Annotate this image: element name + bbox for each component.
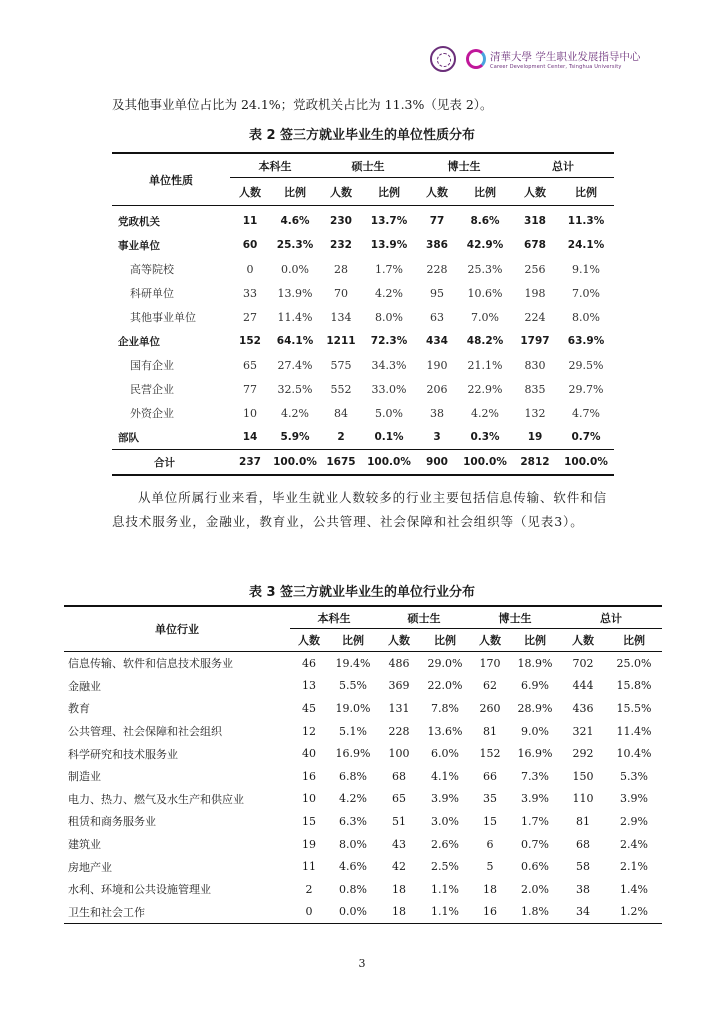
table3-row [64, 878, 662, 901]
table3-col-label: 单位行业 [64, 606, 290, 652]
ratio-cell: 3.9% [431, 792, 459, 806]
ratio-cell: 4.2% [375, 286, 403, 300]
count-cell: 835 [524, 382, 546, 396]
count-cell: 65 [243, 358, 257, 372]
table2-group-header: 总计 [512, 153, 614, 178]
ratio-cell: 28.9% [517, 701, 553, 715]
ratio-cell: 22.0% [427, 679, 463, 693]
count-cell: 38 [576, 882, 590, 896]
count-cell: 190 [426, 358, 448, 372]
table2-body [112, 206, 614, 476]
ratio-cell: 63.9% [567, 335, 605, 347]
table2-row [112, 425, 614, 450]
count-cell: 260 [479, 701, 501, 715]
count-cell: 11 [242, 215, 258, 227]
count-cell: 33 [243, 286, 257, 300]
table2-sub-header: 比例 [558, 178, 614, 206]
ratio-cell: 8.0% [375, 310, 403, 324]
ratio-cell: 0.1% [374, 431, 404, 443]
row-label: 金融业 [68, 679, 101, 693]
ratio-cell: 9.0% [521, 724, 549, 738]
page-number: 3 [358, 957, 366, 970]
table3-row [64, 901, 662, 924]
count-cell: 70 [334, 286, 348, 300]
ratio-cell: 6.3% [339, 814, 367, 828]
count-cell: 16 [483, 905, 497, 919]
table2-row [112, 206, 614, 234]
table2-row [112, 450, 614, 476]
table3-row [64, 765, 662, 788]
table3-row [64, 810, 662, 833]
table2-sub-header: 比例 [270, 178, 320, 206]
ratio-cell: 1.7% [375, 262, 403, 276]
row-label: 国有企业 [130, 359, 174, 372]
count-cell: 68 [576, 837, 590, 851]
count-cell: 6 [486, 837, 494, 851]
count-cell: 16 [302, 769, 316, 783]
table2-row [112, 233, 614, 257]
ratio-cell: 29.5% [568, 358, 604, 372]
table3-sub-header: 比例 [328, 629, 378, 652]
count-cell: 369 [388, 679, 410, 693]
ratio-cell: 13.9% [277, 286, 313, 300]
ratio-cell: 5.9% [280, 431, 310, 443]
table2-sub-header: 比例 [458, 178, 512, 206]
count-cell: 230 [330, 215, 352, 227]
row-label: 电力、热力、燃气及水生产和供应业 [68, 792, 244, 806]
count-cell: 318 [524, 215, 546, 227]
count-cell: 100 [388, 747, 410, 761]
table3-row [64, 652, 662, 675]
count-cell: 43 [392, 837, 406, 851]
count-cell: 444 [572, 679, 594, 693]
count-cell: 35 [483, 792, 497, 806]
count-cell: 152 [239, 335, 261, 347]
table2-unit-nature [112, 152, 614, 476]
count-cell: 15 [302, 814, 316, 828]
ratio-cell: 2.0% [521, 882, 549, 896]
ratio-cell: 1.1% [431, 882, 459, 896]
ratio-cell: 19.0% [335, 701, 371, 715]
count-cell: 232 [330, 239, 352, 251]
count-cell: 702 [572, 656, 594, 670]
paragraph-industry: 从单位所属行业来看，毕业生就业人数较多的行业主要包括信息传输、软件和信息技术服务业，金融业，教育业，公共管理、社会保障和社会组织等（见表3）。 [112, 490, 608, 529]
ratio-cell: 2.5% [431, 860, 459, 874]
row-label: 科研单位 [130, 287, 174, 300]
table3-sub-header: 比例 [420, 629, 470, 652]
count-cell: 65 [392, 792, 406, 806]
row-label: 信息传输、软件和信息技术服务业 [68, 657, 233, 671]
table2-group-header: 硕士生 [320, 153, 416, 178]
ratio-cell: 13.7% [370, 215, 408, 227]
table2-caption: 表 2 签三方就业毕业生的单位性质分布 [248, 128, 476, 143]
ratio-cell: 48.2% [466, 335, 504, 347]
ratio-cell: 4.2% [339, 792, 367, 806]
ratio-cell: 3.0% [431, 814, 459, 828]
count-cell: 900 [416, 450, 458, 476]
count-cell: 34 [576, 905, 590, 919]
row-label: 部队 [118, 431, 139, 444]
count-cell: 386 [426, 239, 448, 251]
ratio-cell: 2.4% [620, 837, 648, 851]
count-cell: 18 [483, 882, 497, 896]
table3-group-header: 硕士生 [378, 606, 470, 629]
count-cell: 152 [479, 747, 501, 761]
ratio-cell: 6.0% [431, 747, 459, 761]
row-label: 公共管理、社会保障和社会组织 [68, 725, 222, 739]
ratio-cell: 25.0% [616, 656, 652, 670]
count-cell: 28 [334, 262, 348, 276]
ratio-cell: 4.2% [281, 406, 309, 420]
ratio-cell: 27.4% [277, 358, 313, 372]
row-label: 事业单位 [118, 239, 160, 252]
ratio-cell: 32.5% [277, 382, 313, 396]
table3-row [64, 855, 662, 878]
count-cell: 150 [572, 769, 594, 783]
count-cell: 486 [388, 656, 410, 670]
ratio-cell: 11.4% [277, 310, 313, 324]
ratio-cell: 42.9% [466, 239, 504, 251]
ratio-cell: 8.6% [470, 215, 500, 227]
ratio-cell: 16.9% [517, 747, 553, 761]
table2-sub-header: 人数 [512, 178, 558, 206]
row-label: 教育 [68, 702, 90, 716]
ratio-cell: 15.8% [616, 679, 652, 693]
ratio-cell: 0.7% [521, 837, 549, 851]
ratio-cell: 25.3% [276, 239, 314, 251]
table3-sub-header: 人数 [560, 629, 606, 652]
count-cell: 12 [302, 724, 316, 738]
count-cell: 0 [305, 905, 313, 919]
count-cell: 256 [524, 262, 546, 276]
table3-row [64, 675, 662, 698]
table2-row [112, 305, 614, 329]
ratio-cell: 3.9% [521, 792, 549, 806]
count-cell: 206 [426, 382, 448, 396]
row-label: 水利、环境和公共设施管理业 [68, 883, 211, 897]
count-cell: 15 [483, 814, 497, 828]
table3-row [64, 742, 662, 765]
count-cell: 1211 [326, 335, 356, 347]
count-cell: 18 [392, 905, 406, 919]
row-label: 民营企业 [130, 383, 174, 396]
table3-sub-header: 比例 [510, 629, 560, 652]
ratio-cell: 5.5% [339, 679, 367, 693]
count-cell: 19 [302, 837, 316, 851]
table2-row [112, 329, 614, 353]
count-cell: 436 [572, 701, 594, 715]
ratio-cell: 21.1% [467, 358, 503, 372]
count-cell: 228 [426, 262, 448, 276]
org-name: 清華大學 学生职业发展指导中心 [490, 51, 641, 63]
ratio-cell: 0.7% [571, 431, 601, 443]
count-cell: 63 [430, 310, 444, 324]
table3-group-header: 总计 [560, 606, 662, 629]
ratio-cell: 8.0% [339, 837, 367, 851]
ratio-cell: 29.7% [568, 382, 604, 396]
count-cell: 62 [483, 679, 497, 693]
row-label: 其他事业单位 [130, 311, 196, 324]
table2-row [112, 257, 614, 281]
table3-caption: 表 3 签三方就业毕业生的单位行业分布 [248, 585, 476, 600]
count-cell: 134 [330, 310, 352, 324]
ratio-cell: 34.3% [371, 358, 407, 372]
ratio-cell: 0.8% [339, 882, 367, 896]
table2-sub-header: 人数 [230, 178, 270, 206]
count-cell: 14 [242, 431, 258, 443]
ratio-cell: 100.0% [458, 450, 512, 476]
ratio-cell: 1.8% [521, 905, 549, 919]
ratio-cell: 64.1% [276, 335, 314, 347]
count-cell: 77 [429, 215, 445, 227]
table2-sub-header: 比例 [362, 178, 416, 206]
ratio-cell: 1.2% [620, 905, 648, 919]
ratio-cell: 100.0% [558, 450, 614, 476]
career-center-logo-icon [466, 49, 486, 69]
count-cell: 58 [576, 860, 590, 874]
ratio-cell: 25.3% [467, 262, 503, 276]
ratio-cell: 16.9% [335, 747, 371, 761]
table3-sub-header: 人数 [290, 629, 328, 652]
ratio-cell: 7.3% [521, 769, 549, 783]
ratio-cell: 24.1% [567, 239, 605, 251]
count-cell: 552 [330, 382, 352, 396]
ratio-cell: 4.6% [280, 215, 310, 227]
table3-row [64, 788, 662, 811]
count-cell: 27 [243, 310, 257, 324]
ratio-cell: 5.1% [339, 724, 367, 738]
table2-row [112, 377, 614, 401]
count-cell: 38 [430, 406, 444, 420]
count-cell: 10 [243, 406, 257, 420]
ratio-cell: 7.8% [431, 701, 459, 715]
row-label: 房地产业 [68, 860, 112, 874]
ratio-cell: 13.6% [427, 724, 463, 738]
ratio-cell: 2.9% [620, 814, 648, 828]
table3-row [64, 720, 662, 743]
row-label: 党政机关 [118, 215, 160, 228]
ratio-cell: 72.3% [370, 335, 408, 347]
paragraph-intro: 及其他事业单位占比为 24.1%；党政机关占比为 11.3%（见表 2）。 [112, 97, 493, 112]
table2-sub-header: 人数 [320, 178, 362, 206]
count-cell: 2 [305, 882, 313, 896]
count-cell: 40 [302, 747, 316, 761]
table2-row [112, 353, 614, 377]
ratio-cell: 11.4% [616, 724, 652, 738]
count-cell: 3 [433, 431, 441, 443]
university-seal-icon [430, 46, 456, 72]
table2-group-header: 博士生 [416, 153, 512, 178]
ratio-cell: 18.9% [517, 656, 553, 670]
count-cell: 1797 [520, 335, 550, 347]
ratio-cell: 4.7% [572, 406, 600, 420]
count-cell: 830 [524, 358, 546, 372]
count-cell: 42 [392, 860, 406, 874]
ratio-cell: 0.6% [521, 860, 549, 874]
ratio-cell: 5.3% [620, 769, 648, 783]
ratio-cell: 10.4% [616, 747, 652, 761]
ratio-cell: 7.0% [572, 286, 600, 300]
count-cell: 228 [388, 724, 410, 738]
count-cell: 575 [330, 358, 352, 372]
count-cell: 95 [430, 286, 444, 300]
count-cell: 0 [246, 262, 254, 276]
table2-sub-header: 人数 [416, 178, 458, 206]
count-cell: 18 [392, 882, 406, 896]
row-label: 合计 [112, 450, 230, 476]
count-cell: 292 [572, 747, 594, 761]
ratio-cell: 6.8% [339, 769, 367, 783]
table2-row [112, 401, 614, 425]
ratio-cell: 5.0% [375, 406, 403, 420]
table3-sub-header: 人数 [378, 629, 420, 652]
count-cell: 11 [302, 860, 316, 874]
count-cell: 237 [230, 450, 270, 476]
table3-industry [64, 605, 662, 924]
row-label: 企业单位 [118, 335, 160, 348]
count-cell: 110 [572, 792, 594, 806]
count-cell: 170 [479, 656, 501, 670]
count-cell: 2 [337, 431, 345, 443]
table3-group-header: 博士生 [470, 606, 560, 629]
row-label: 卫生和社会工作 [68, 905, 145, 919]
row-label: 租赁和商务服务业 [68, 815, 156, 829]
table3-row [64, 697, 662, 720]
count-cell: 5 [486, 860, 494, 874]
ratio-cell: 10.6% [467, 286, 503, 300]
count-cell: 77 [243, 382, 257, 396]
ratio-cell: 0.3% [470, 431, 500, 443]
ratio-cell: 4.6% [339, 860, 367, 874]
count-cell: 51 [392, 814, 406, 828]
ratio-cell: 29.0% [427, 656, 463, 670]
ratio-cell: 11.3% [567, 215, 605, 227]
table3-body [64, 652, 662, 924]
row-label: 外资企业 [130, 407, 174, 420]
ratio-cell: 19.4% [335, 656, 371, 670]
row-label: 建筑业 [68, 838, 101, 852]
ratio-cell: 100.0% [362, 450, 416, 476]
row-label: 高等院校 [130, 263, 174, 276]
ratio-cell: 100.0% [270, 450, 320, 476]
ratio-cell: 13.9% [370, 239, 408, 251]
table3-row [64, 833, 662, 856]
row-label: 制造业 [68, 770, 101, 784]
count-cell: 132 [524, 406, 546, 420]
count-cell: 13 [302, 679, 316, 693]
table2-col-label: 单位性质 [112, 153, 230, 206]
table3-group-header: 本科生 [290, 606, 378, 629]
count-cell: 46 [302, 656, 316, 670]
ratio-cell: 9.1% [572, 262, 600, 276]
count-cell: 10 [302, 792, 316, 806]
row-label: 科学研究和技术服务业 [68, 747, 178, 761]
table3-sub-header: 人数 [470, 629, 510, 652]
ratio-cell: 0.0% [281, 262, 309, 276]
ratio-cell: 15.5% [616, 701, 652, 715]
count-cell: 81 [576, 814, 590, 828]
count-cell: 68 [392, 769, 406, 783]
ratio-cell: 1.7% [521, 814, 549, 828]
count-cell: 1675 [320, 450, 362, 476]
count-cell: 60 [242, 239, 258, 251]
header-logos [430, 46, 641, 76]
ratio-cell: 33.0% [371, 382, 407, 396]
count-cell: 84 [334, 406, 348, 420]
ratio-cell: 1.4% [620, 882, 648, 896]
ratio-cell: 7.0% [471, 310, 499, 324]
ratio-cell: 2.1% [620, 860, 648, 874]
table2-group-header: 本科生 [230, 153, 320, 178]
ratio-cell: 22.9% [467, 382, 503, 396]
count-cell: 224 [524, 310, 546, 324]
count-cell: 321 [572, 724, 594, 738]
count-cell: 131 [388, 701, 410, 715]
count-cell: 434 [426, 335, 448, 347]
ratio-cell: 1.1% [431, 905, 459, 919]
table2-row [112, 281, 614, 305]
org-subtitle: Career Development Center, Tsinghua University [490, 64, 622, 70]
ratio-cell: 3.9% [620, 792, 648, 806]
count-cell: 678 [524, 239, 546, 251]
ratio-cell: 2.6% [431, 837, 459, 851]
count-cell: 45 [302, 701, 316, 715]
ratio-cell: 0.0% [339, 905, 367, 919]
ratio-cell: 4.2% [471, 406, 499, 420]
count-cell: 19 [527, 431, 543, 443]
ratio-cell: 8.0% [572, 310, 600, 324]
ratio-cell: 4.1% [431, 769, 459, 783]
ratio-cell: 6.9% [521, 679, 549, 693]
count-cell: 66 [483, 769, 497, 783]
table3-sub-header: 比例 [606, 629, 662, 652]
count-cell: 198 [524, 286, 546, 300]
count-cell: 2812 [512, 450, 558, 476]
count-cell: 81 [483, 724, 497, 738]
